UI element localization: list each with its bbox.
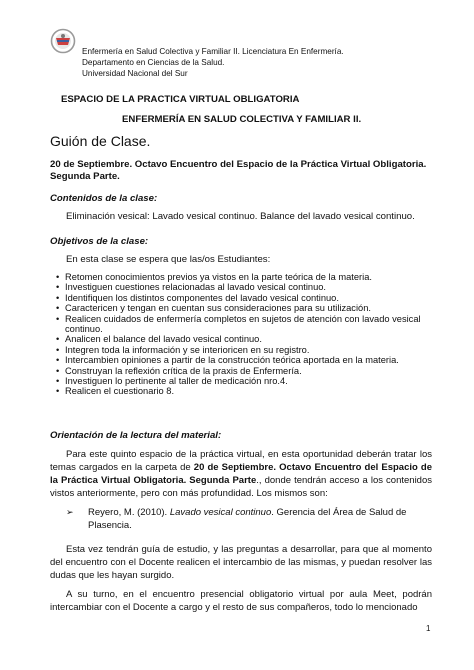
list-item: • Realicen cuidados de enfermería completos en sujetos de atención con lavado vesical continuo.: [50, 314, 430, 335]
orientation-paragraph-2: [50, 543, 432, 582]
header-line: Departamento en Ciencias de la Salud.: [82, 58, 225, 68]
list-item: • Realicen el cuestionario 8.: [50, 386, 430, 396]
list-item: • Caractericen y tengan en cuentan sus consideraciones para su utilización.: [50, 303, 430, 313]
paragraph-text: A su turno, en el encuentro presencial obligatorio virtual por aula Meet, podrán intercambiar con el Docente a cargo y el resto de sus compañeros, todo lo mencionado: [50, 589, 432, 613]
objectives-heading: Objetivos de la clase:: [50, 236, 149, 247]
list-item: • Identifiquen los distintos componentes del lavado vesical continuo.: [50, 293, 430, 303]
document-title: Guión de Clase.: [50, 133, 151, 149]
contents-text: Eliminación vesical: Lavado vesical continuo. Balance del lavado vesical continuo.: [66, 211, 415, 222]
orientation-heading: Orientación de la lectura del material:: [50, 430, 222, 441]
list-item: • Integren toda la información y se interioricen en su registro.: [50, 345, 430, 355]
objectives-intro: En esta clase se espera que las/os Estudiantes:: [66, 254, 271, 265]
arrow-bullet-icon: ➢: [66, 507, 74, 517]
subject-title: ENFERMERÍA EN SALUD COLECTIVA Y FAMILIAR II.: [122, 114, 362, 125]
institution-header: [82, 46, 344, 80]
orientation-paragraph-1: [50, 448, 432, 500]
space-title: ESPACIO DE LA PRACTICA VIRTUAL OBLIGATORIA: [61, 94, 300, 105]
reference-source: . Gerencia del Área de Salud de Plasencia.: [88, 507, 407, 531]
reference-item: [66, 506, 432, 532]
paragraph-text: Para este quinto espacio de la práctica virtual, en esta oportunidad deberán tratar los temas cargados en la carpeta de: [50, 449, 432, 473]
list-item: • Intercambien opiniones a partir de la construcción teórica aportada en la materia.: [50, 355, 430, 365]
objectives-list: [50, 272, 430, 397]
header-line: Universidad Nacional del Sur: [82, 69, 188, 79]
orientation-paragraph-3: [50, 588, 432, 614]
page-number: 1: [426, 624, 431, 633]
reference-author: Reyero, M. (2010).: [88, 507, 170, 518]
reference-title: Lavado vesical continuo: [169, 507, 272, 518]
paragraph-text: ., donde tendrán acceso a los contenidos vistos anteriormente, pero con más profundidad. Los mismos son:: [50, 475, 432, 499]
header-line: Enfermería en Salud Colectiva y Familiar II. Licenciatura En Enfermería.: [82, 47, 344, 56]
paragraph-text: Esta vez tendrán guía de estudio, y las preguntas a desarrollar, para que al momento del encuentro con el Docente realicen el intercambio de las mismas, y puedan resolver las dudas que les hayan surgido.: [50, 544, 432, 581]
list-item: • Construyan la reflexión crítica de la praxis de Enfermería.: [50, 366, 430, 376]
folder-name: 20 de Septiembre. Octavo Encuentro del Espacio de la Práctica Virtual Obligatoria. Segunda Parte: [50, 462, 432, 486]
list-item: • Analicen el balance del lavado vesical continuo.: [50, 334, 430, 344]
list-item: • Investiguen lo pertinente al taller de medicación nro.4.: [50, 376, 430, 386]
list-item: • Retomen conocimientos previos ya vistos en la parte teórica de la materia.: [50, 272, 430, 282]
contents-heading: Contenidos de la clase:: [50, 193, 158, 204]
date-heading: 20 de Septiembre. Octavo Encuentro del Espacio de la Práctica Virtual Obligatoria. Segunda Parte.: [50, 159, 427, 182]
university-logo-icon: [50, 28, 76, 54]
list-item: • Investiguen cuestiones relacionadas al lavado vesical continuo.: [50, 282, 430, 292]
